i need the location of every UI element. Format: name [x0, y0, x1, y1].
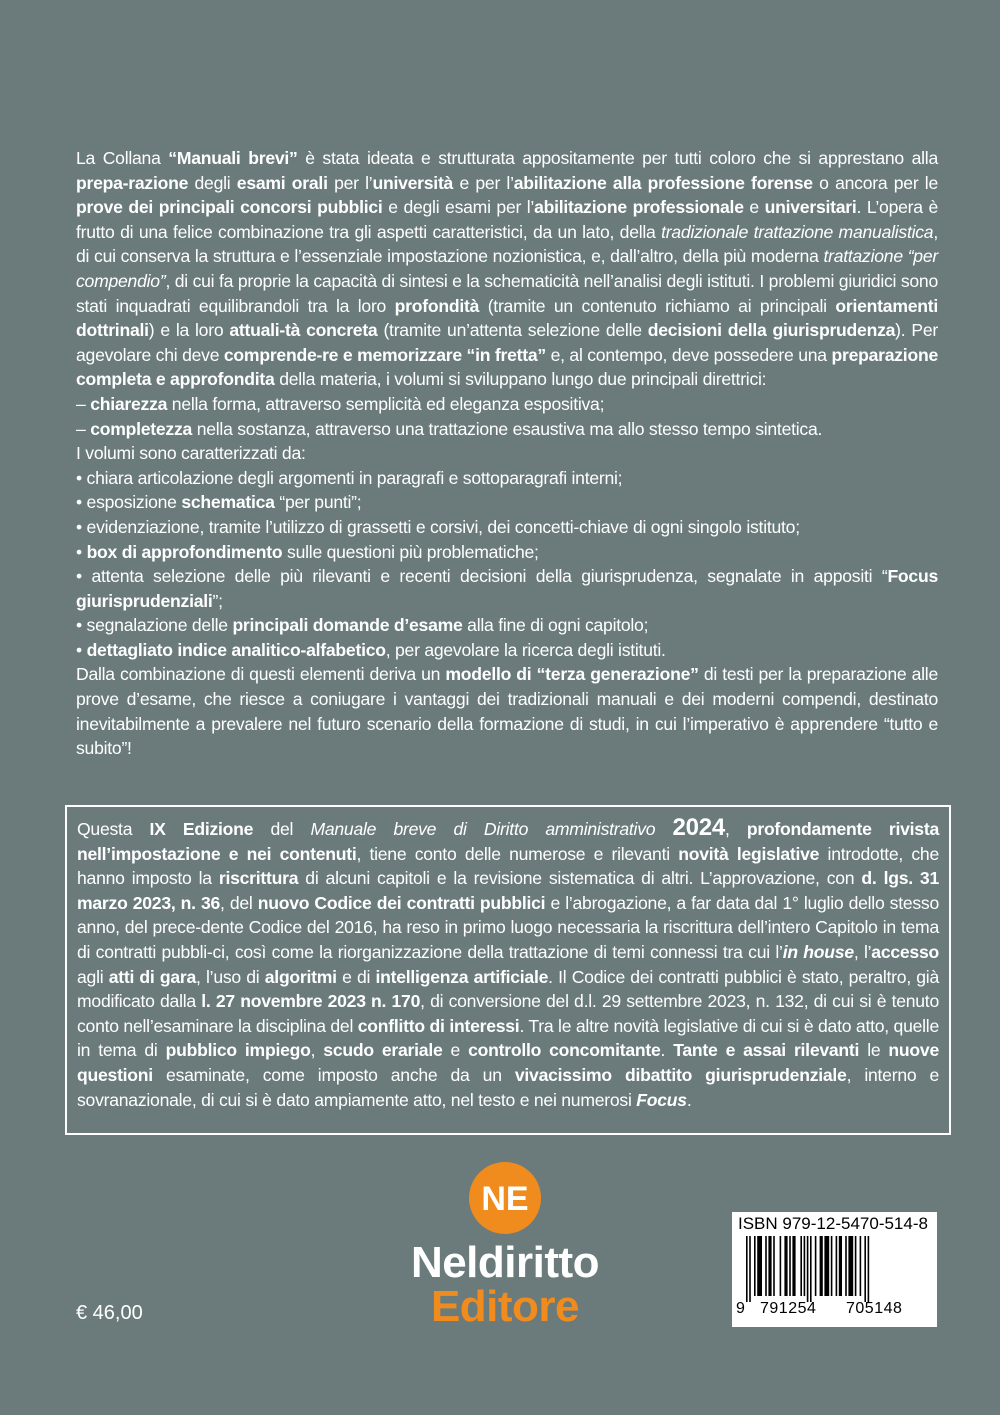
bullet-item: • segnalazione delle principali domande d’esame alla fine di ogni capitolo;	[76, 615, 649, 636]
bullet-item: • attenta selezione delle più rilevanti e recenti decisioni della giurisprudenza, segnalate in appositi “Focus giurisprudenziali”;	[76, 566, 938, 611]
barcode-bars	[746, 1236, 924, 1302]
bullet-item: • box di approfondimento sulle questioni più problematiche;	[76, 541, 539, 562]
edition-paragraph: Questa IX Edizione del Manuale breve di Diritto amministrativo 2024, profondamente rivista nell’impostazione e nei contenuti, tiene conto delle numerose e rilevanti novità legislative introdotte, che hanno imposto la riscrittura di alcuni capitoli e la revisione sistematica di altri. L’approvazione, con d. lgs. 31 marzo 2023, n. 36, del nuovo Codice dei contratti pubblici e l’abrogazione, a far data dal 1° luglio dello stesso anno, del prece-dente Codice del 2016, ha reso in primo luogo necessaria la riscrittura dell’intero Capitolo in tema di contratti pubbli-ci, così come la riorganizzazione della trattazione di temi connessi tra cui l’in house, l’accesso agli atti di gara, l’uso di algoritmi e di intelligenza artificiale. Il Codice dei contratti pubblici è stato, peraltro, già modificato dalla l. 27 novembre 2023 n. 170, di conversione del d.l. 29 settembre 2023, n. 132, di cui si è tenuto conto nell’esaminare la disciplina del conflitto di interessi. Tra le altre novità legislative di cui si è dato atto, quelle in tema di pubblico impiego, scudo erariale e controllo concomitante. Tante e assai rilevanti le nuove questioni esaminate, come imposto anche da un vivacissimo dibattito giurisprudenziale, interno e sovranazionale, di cui si è dato ampiamente atto, nel testo e nei numerosi Focus.	[77, 814, 940, 1110]
bullet-item: • chiara articolazione degli argomenti in paragrafi e sottoparagrafi interni;	[76, 467, 623, 488]
isbn-label: ISBN 979-12-5470-514-8	[738, 1214, 928, 1233]
features-intro: I volumi sono caratterizzati da:	[76, 443, 306, 464]
barcode-digits-right: 705148	[846, 1300, 903, 1317]
description-text	[76, 146, 938, 761]
barcode-digits-left: 9	[736, 1300, 746, 1317]
bullet-item: • dettagliato indice analitico-alfabetico, per agevolare la ricerca degli istituti.	[76, 639, 666, 660]
logo-line-editore: Editore	[430, 1282, 580, 1331]
edition-box-text	[77, 816, 939, 1112]
ne-logo-icon	[467, 1160, 543, 1236]
dash-item-completeness: – completezza nella sostanza, attraverso una trattazione esaustiva ma allo stesso tempo sintetica.	[76, 418, 823, 439]
intro-paragraph: La Collana “Manuali brevi” è stata ideata e strutturata appositamente per tutti coloro che si apprestano alla prepa-razione degli esami orali per l’università e per l’abilitazione alla professione forense o ancora per le prove dei principali concorsi pubblici e degli esami per l’abilitazione professionale e universitari. L’opera è frutto di una felice combinazione tra gli aspetti caratteristici, da un lato, della tradizionale trattazione manualistica, di cui conserva la struttura e l’essenziale impostazione nozionistica, e, dall’altro, della più moderna trattazione “per compendio”, di cui fa proprie la capacità di sintesi e la schematicità nell’analisi degli istituti. I problemi giuridici sono stati inquadrati equilibrandoli tra la loro profondità (tramite un contenuto richiamo ai principali orientamenti dottrinali) e la loro attuali-tà concreta (tramite un’attenta selezione delle decisioni della giurisprudenza). Per agevolare chi deve comprende-re e memorizzare “in fretta” e, al contempo, deve possedere una preparazione completa e approfondita della materia, i volumi si sviluppano lungo due principali direttrici:	[76, 148, 939, 390]
bullet-item: • esposizione schematica “per punti”;	[76, 492, 362, 513]
logo-line-neldiritto: Neldiritto	[410, 1238, 600, 1287]
bullet-item: • evidenziazione, tramite l’utilizzo di grassetti e corsivi, dei concetti-chiave di ogni singolo istituto;	[76, 516, 800, 537]
publisher-logo	[385, 1160, 625, 1340]
logo-mark-letters: NE	[481, 1180, 529, 1218]
dash-item-clarity: – chiarezza nella forma, attraverso semplicità ed eleganza espositiva;	[76, 393, 605, 414]
closing-paragraph: Dalla combinazione di questi elementi deriva un modello di “terza generazione” di testi per la preparazione alle prove d’esame, che riesce a coniugare i vantaggi dei tradizionali manuali e dei moderni compendi, destinato inevitabilmente a prevalere nel futuro scenario della formazione di studi, in cui l’imperativo è apprendere “tutto e subito”!	[76, 664, 938, 759]
price: € 46,00	[76, 1302, 143, 1324]
isbn-barcode	[732, 1212, 937, 1327]
barcode-digits-mid: 791254	[760, 1300, 817, 1317]
